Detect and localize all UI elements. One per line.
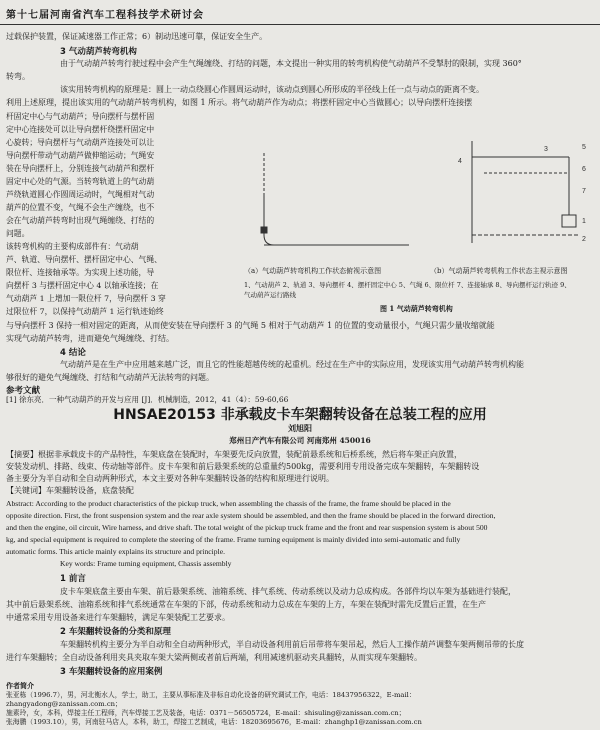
section3-p1-line1: 由于气动葫芦转弯行驶过程中会产生气绳缠绕、打结的问题，本文提出一种实用的转弯机构使气动葫芦不受掣肘的限制，实现 360° [60, 59, 522, 68]
left-col-line: 芦绕轨道圆心作圆周运动时，气绳相对气动 [6, 190, 155, 199]
article2-s1-line1: 皮卡车架底盘主要由车架、前后悬架系统、油箱系统、排气系统、传动系统以及动力总成构成。各部件均以车架为基础进行装配， [60, 587, 516, 596]
left-col-line: 定中心连接处可以让导向摆杆绕摆杆固定中 [6, 125, 155, 134]
abstract-line1: 【摘要】根据非承载皮卡的产品特性，车架底盘在装配时，车架要先反向放置，装配前悬系统和后桥系统，然后将车架正向放置， [6, 450, 462, 459]
article2-affiliation: 郑州日产汽车有限公司 河南郑州 450016 [229, 436, 371, 445]
fig-label: 1 [582, 218, 586, 225]
figure-b-front-view [472, 141, 579, 243]
fig-label: 3 [544, 146, 548, 153]
section3-p3-line2: 实现气动葫芦转弯，进而避免气绳缠绕、打结。 [6, 334, 174, 343]
left-col-line: 该转弯机构的主要构成部件有：气动葫 [6, 242, 139, 251]
article2-section3-heading: 3 车架翻转设备的应用案例 [60, 667, 163, 677]
left-col-line: 过限位杆 7，以保持气动葫芦 1 运行轨迹始终 [6, 307, 164, 316]
section3-p1-line2: 转弯。 [6, 72, 30, 81]
en-abstract-line5: automatic forms. This article mainly explains its structure and principle. [6, 547, 225, 556]
left-col-line: 装在导向摆杆上，分别连接气动葫芦和摆杆 [6, 164, 155, 173]
section3-heading: 3 气动葫芦转弯机构 [60, 47, 137, 57]
references-heading: 参考文献 [6, 386, 41, 396]
section4-heading: 4 结论 [60, 348, 86, 358]
author-3: 张海鹏（1993.10），男，河南驻马店人，本科，助工，焊接工艺制成，电话：18203695676，E-mail：zhanghp1@zanissan.com.cn [6, 718, 422, 726]
article2-section2-heading: 2 车架翻转设备的分类和原理 [60, 627, 171, 637]
article2-s1-line3: 中通常采用专用设备来进行车架翻转，满足车架装配工艺要求。 [6, 613, 230, 622]
article2-author: 刘旭阳 [288, 423, 312, 433]
authors-heading-visible: 作者简介 [6, 681, 34, 690]
reference-item-1: [1] 徐东亮．一种气动葫芦的开发与应用 [J]．机械制造，2012，41（4）：59-60,66 [6, 395, 289, 404]
article2-s1-line2: 其中前后悬架系统、油箱系统和排气系统通常在车架的下部，传动系统和动力总成在车架的上方，车架在装配时需先反置后正置，在生产 [6, 600, 486, 609]
fig-label: 7 [582, 188, 586, 195]
article2-title: HNSAE20153 非承载皮卡车架翻转设备在总装工程的应用 [113, 407, 487, 423]
abstract-line2: 安装发动机、排路、线束、传动轴等部件。皮卡车架和前后悬架系统的总重量约500kg，需要利用专用设备完成车架翻转，车架翻转设 [6, 462, 480, 471]
left-col-line: 心旋转；导向摆杆与气动葫芦连接处可以让 [6, 138, 155, 147]
left-col-line: 限位杆、连接轴承等。为实现上述功能，导 [6, 268, 155, 277]
abstract-line3: 备主要分为半自动和全自动两种形式，本文主要对各种车架翻转设备的结构和原理进行说明。 [6, 474, 334, 483]
left-col-line: 芦、轨道、导向摆杆、摆杆固定中心、气绳、 [6, 255, 162, 264]
author-1-line2: zhangyadong@zanissan.com.cn； [6, 700, 122, 708]
en-abstract-line3: and then the engine, oil circuit, Wire harness, and drive shaft. The total weight of the pickup truck frame and the front and rear suspension system is about 500 [6, 523, 488, 532]
figure-a-top-view [261, 153, 409, 245]
left-col-line: 问题。 [6, 229, 30, 238]
figure-1-diagram [244, 135, 596, 260]
fig-label: 5 [582, 144, 586, 151]
header-title: 第十七届河南省汽车工程科技学术研讨会 [6, 10, 204, 21]
air-hoist-box [562, 215, 576, 227]
fig-label: 6 [582, 166, 586, 173]
article2-section1-heading: 1 前言 [60, 574, 86, 584]
left-col-line: 葫芦的位置不变，气绳不会生产缠绕，也不 [6, 203, 155, 212]
section4-line2: 够很好的避免气绳缠绕、打结和气动葫芦无法转弯的问题。 [6, 373, 214, 382]
section3-p2-line1: 该实用转弯机构的原理是：圆上一动点绕圆心作圆周运动时，该动点到圆心所形成的半径线上任一点与动点的距离不变。 [60, 85, 484, 94]
keywords-cn: 【关键词】车架翻转设备，底盘装配 [6, 486, 134, 495]
section3-p2-line2: 利用上述原理，提出该实用的气动葫芦转弯机构，如图 1 所示。将气动葫芦作为动点；将摆杆固定中心当做圆心；以导向摆杆连接摆 [6, 98, 473, 107]
fig-label: 2 [582, 236, 586, 243]
figure-subcaption-a: （a）气动葫芦转弯机构工作状态俯视示意图 [244, 267, 382, 275]
section3-p3-line1: 与导向摆杆 3 保持一相对固定的距离，从而使安装在导向摆杆 3 的气绳 5 相对于气动葫芦 1 的位置的变动量很小，气绳只需少量收缩就能 [6, 321, 495, 330]
left-col-line: 气动葫芦 1 上增加一限位杆 7，导向摆杆 3 穿 [6, 294, 166, 303]
figure-legend-line1: 1、气动葫芦 2、轨道 3、导向摆杆 4、摆杆固定中心 5、气绳 6、限位杆 7、连接轴承 8、导向摆杆运行轨迹 9、 [244, 281, 571, 289]
page-header [0, 0, 600, 25]
figure-legend-line2: 气动葫芦运行路线 [244, 291, 296, 299]
en-abstract-line1: Abstract: According to the product characteristics of the pickup truck, when assembling the chassis of the frame, the frame should be placed in the [6, 499, 451, 508]
figure-subcaption-b: （b）气动葫芦转弯机构工作状态主视示意图 [430, 267, 568, 275]
left-col-line: 向摆杆 3 与摆杆固定中心 4 以轴承连接；在 [6, 281, 159, 290]
author-1-line1: 张亚栋（1996.7），男，河北衡水人，学士，助工，主要从事标准及非标自动化设备的研究调试工作，电话：18437956322，E-mail： [6, 691, 416, 699]
en-abstract-line4: kg, and special equipment is required to complete the steering of the frame. Frame turning equipment is mainly divided into semi-automatic and fully [6, 535, 461, 544]
left-col-line: 会在气动葫芦转弯时出现气绳缠绕、打结的 [6, 216, 155, 225]
hoist-marker [261, 227, 267, 233]
section4-line1: 气动葫芦是在生产中应用越来越广泛，而且它的性能超越传统的起重机。经过在生产中的实际应用，发现该实用气动葫芦转弯机构能 [60, 360, 524, 369]
article2-s2-line2: 进行车架翻转；全自动设备利用夹具夹取车架大梁两侧或者前后两端，利用减速机驱动夹具翻转，从而实现车架翻转。 [6, 653, 422, 662]
author-2: 施素玲，女，本科，焊接主任工程师，汽车焊接工艺及装备，电话：0371－56505724，E-mail：shisuling@zanissan.com.cn； [6, 709, 406, 717]
left-col-line: 导向摆杆带动气动葫芦做伸缩运动；气绳安 [6, 151, 155, 160]
fig-label: 4 [458, 158, 462, 165]
keywords-en: Key words: Frame turning equipment, Chassis assembly [60, 559, 232, 568]
left-col-line: 固定中心处的气源。当转弯轨道上的气动葫 [6, 177, 155, 186]
en-abstract-line2: opposite direction. First, the front suspension system and the rear axle system should be assembled, and then the frame should be placed in the forward direction, [6, 511, 496, 520]
track-curve [264, 195, 274, 245]
article2-s2-line1: 车架翻转机构主要分为半自动和全自动两种形式，半自动设备利用前后吊带将车架吊起，然后人工操作葫芦调整车架两侧吊带的长度 [60, 640, 524, 649]
figure-caption: 图 1 气动葫芦转弯机构 [380, 304, 453, 313]
left-col-line: 杆固定中心与气动葫芦；导向摆杆与摆杆固 [6, 112, 155, 121]
top-continuation: 过载保护装置，保证减速器工作正常；6）制动迅速可靠，保证安全生产。 [6, 32, 268, 41]
